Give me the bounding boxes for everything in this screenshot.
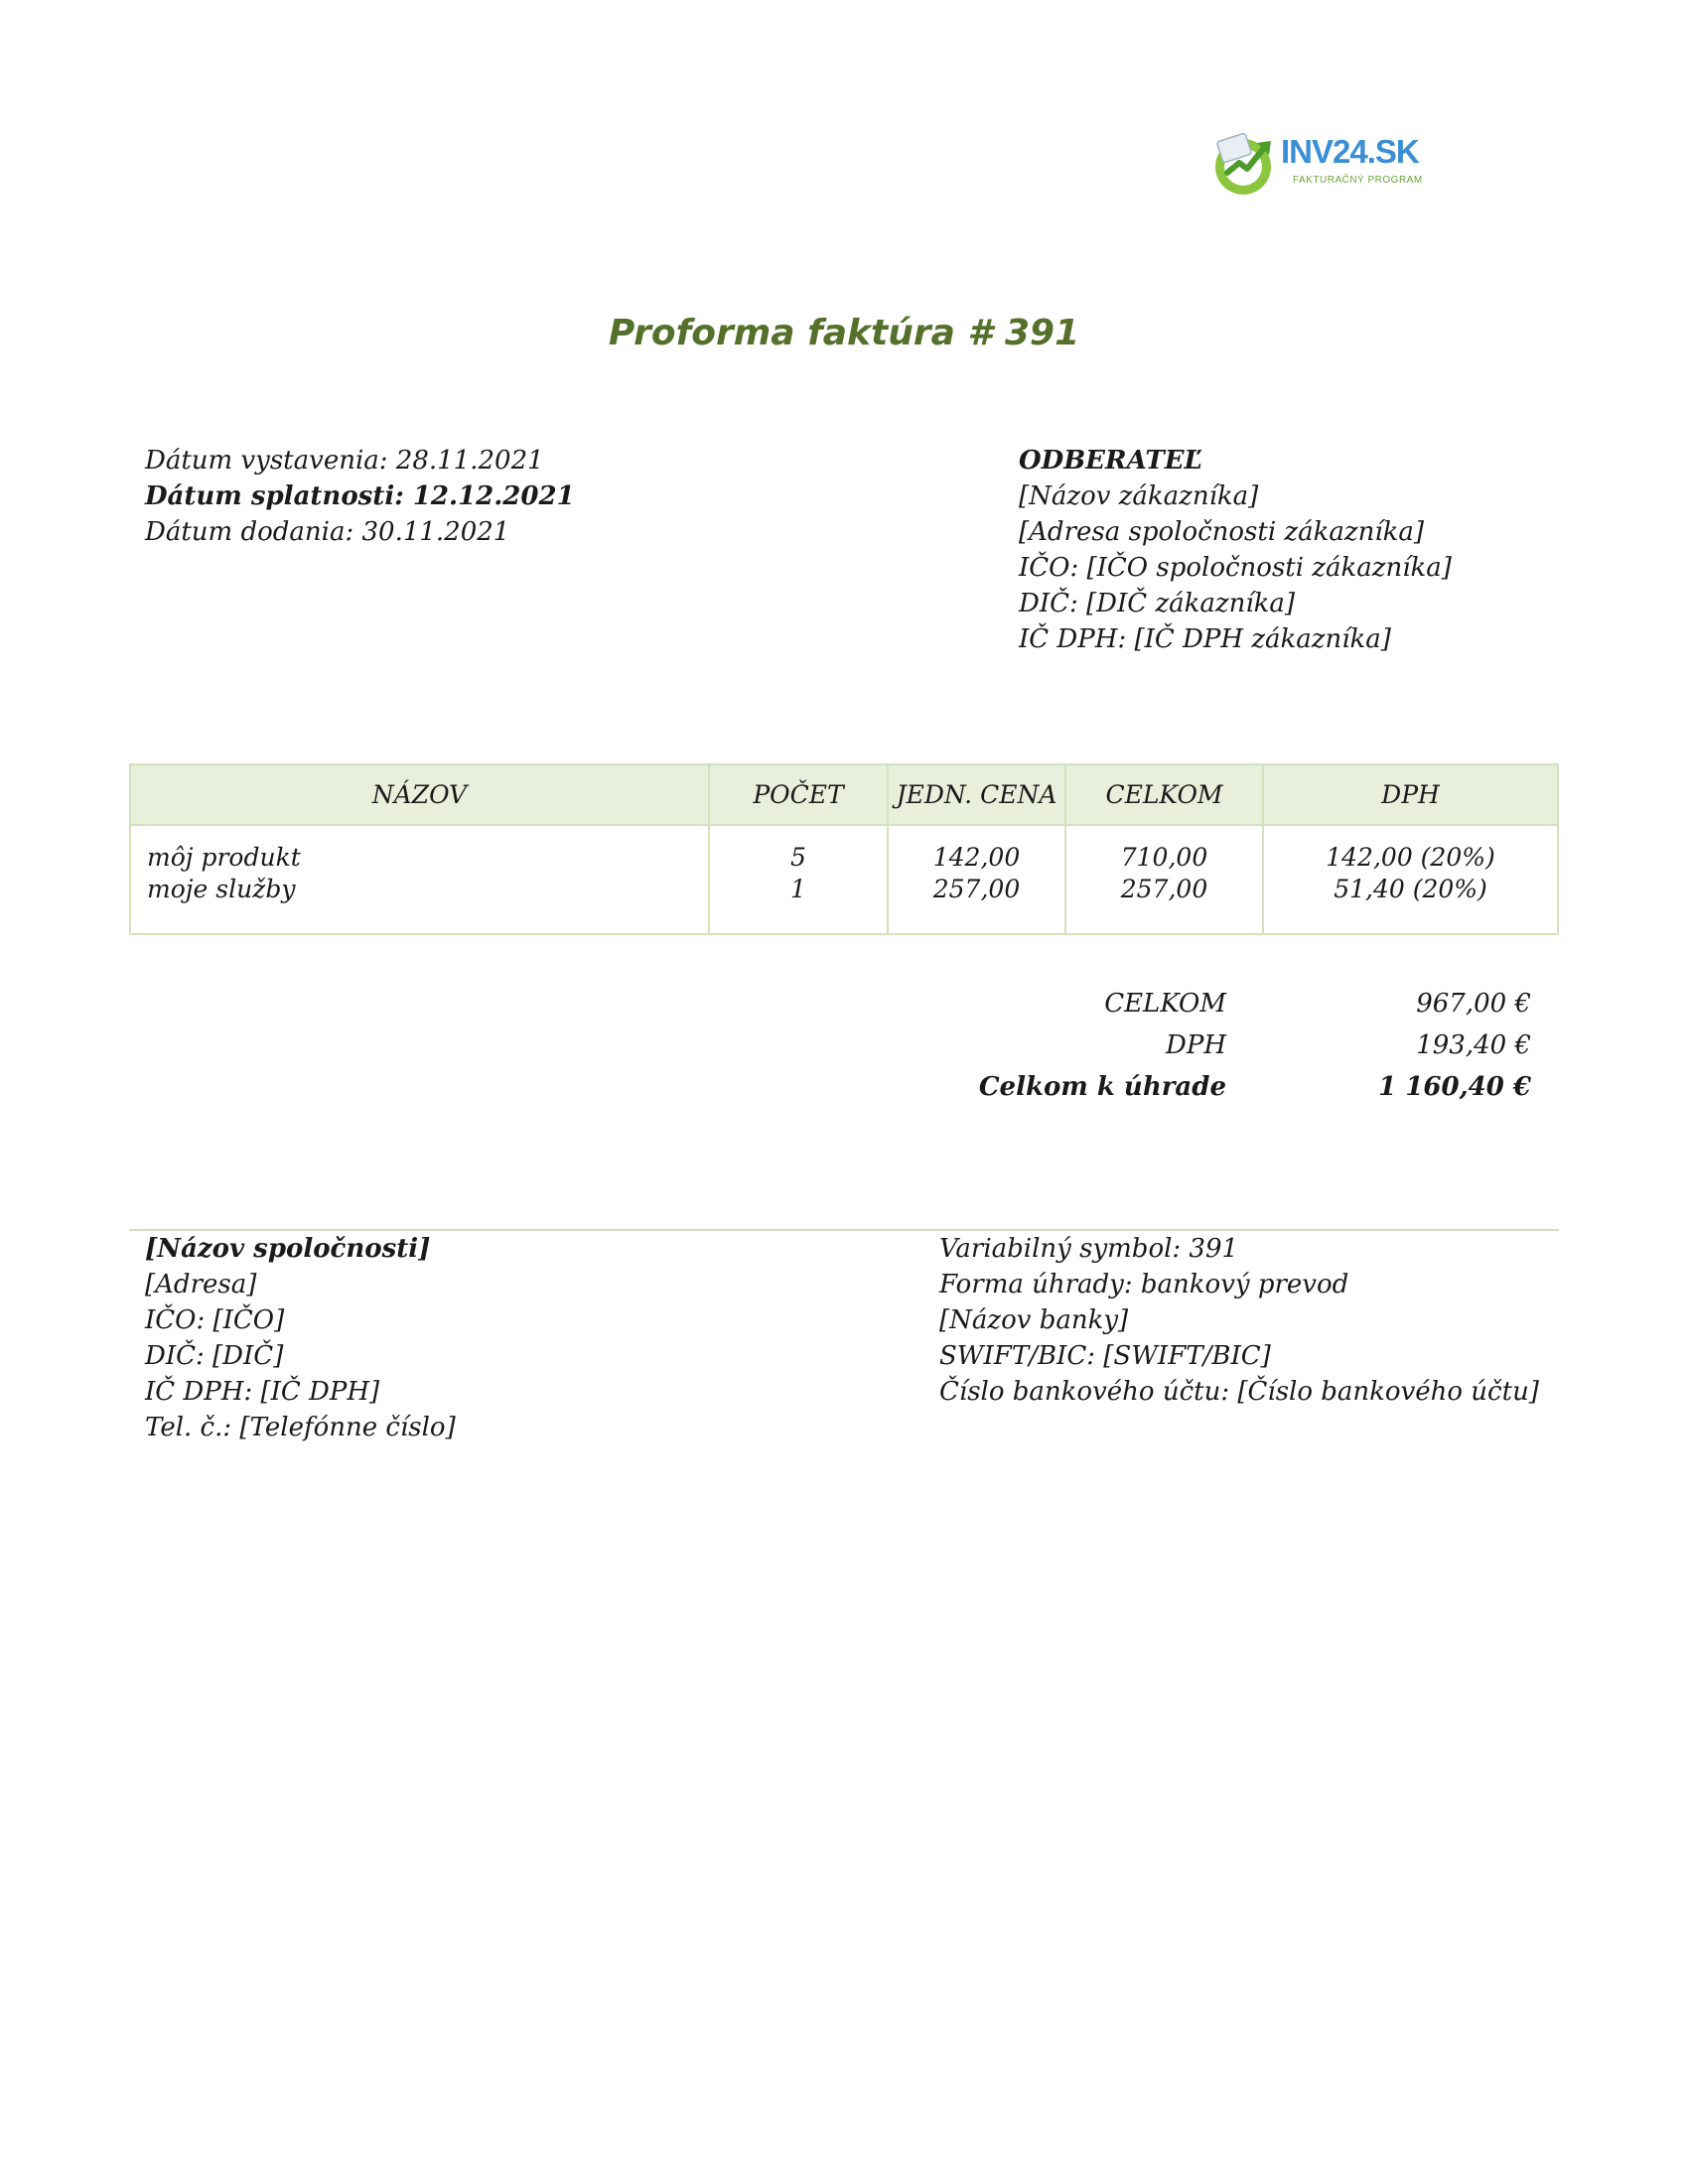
vat-value: 193,40 € — [1416, 1030, 1531, 1060]
item-total: 710,00 — [1120, 843, 1208, 872]
supplier-name: [Názov spoločnosti] — [145, 1234, 431, 1264]
payment-block — [939, 1231, 1539, 1410]
logo-icon — [1209, 129, 1279, 199]
col-header-unit-price: JEDN. CENA — [888, 764, 1065, 825]
item-vat: 51,40 (20%) — [1334, 875, 1487, 903]
subtotal-value: 967,00 € — [1416, 989, 1531, 1019]
supplier-icdph: IČ DPH: [IČ DPH] — [145, 1377, 380, 1407]
col-header-name: NÁZOV — [130, 764, 709, 825]
customer-heading: ODBERATEĽ — [1019, 446, 1202, 476]
customer-dic: DIČ: [DIČ zákazníka] — [1019, 589, 1296, 618]
items-vat — [1263, 825, 1558, 934]
logo-text: INV24.SK — [1281, 133, 1419, 170]
items-qty — [709, 825, 888, 934]
item-name: môj produkt — [147, 843, 301, 872]
customer-ico: IČO: [IČO spoločnosti zákazníka] — [1019, 553, 1452, 583]
bank-name: [Názov banky] — [939, 1305, 1129, 1335]
issue-date: Dátum vystavenia: 28.11.2021 — [145, 446, 544, 476]
invoice-title: Proforma faktúra # 391 — [608, 313, 1080, 353]
item-vat: 142,00 (20%) — [1326, 843, 1495, 872]
due-date: Dátum splatnosti: 12.12.2021 — [145, 481, 575, 511]
logo-subtitle: FAKTURAČNÝ PROGRAM — [1293, 175, 1423, 186]
payment-method: Forma úhrady: bankový prevod — [939, 1270, 1349, 1299]
bank-account: Číslo bankového účtu: [Číslo bankového účtu] — [939, 1377, 1539, 1407]
item-qty: 1 — [790, 875, 806, 903]
col-header-vat: DPH — [1263, 764, 1558, 825]
item-total: 257,00 — [1120, 875, 1208, 903]
company-logo — [1209, 129, 1423, 199]
delivery-date: Dátum dodania: 30.11.2021 — [145, 517, 510, 547]
supplier-ico: IČO: [IČO] — [145, 1305, 285, 1335]
customer-block — [1019, 443, 1452, 657]
customer-address: [Adresa spoločnosti zákazníka] — [1019, 517, 1425, 547]
customer-icdph: IČ DPH: [IČ DPH zákazníka] — [1019, 624, 1391, 654]
items-names — [130, 825, 709, 934]
swift-bic: SWIFT/BIC: [SWIFT/BIC] — [939, 1341, 1271, 1371]
totals-values — [1291, 983, 1531, 1108]
total-due-label: Celkom k úhrade — [978, 1072, 1226, 1102]
items-total — [1065, 825, 1263, 934]
total-due-value: 1 160,40 € — [1378, 1072, 1531, 1102]
variable-symbol: Variabilný symbol: 391 — [939, 1234, 1239, 1264]
subtotal-label: CELKOM — [1104, 989, 1226, 1019]
supplier-block — [145, 1231, 456, 1445]
items-unit-price — [888, 825, 1065, 934]
supplier-dic: DIČ: [DIČ] — [145, 1341, 284, 1371]
vat-label: DPH — [1165, 1030, 1226, 1060]
dates-block — [145, 443, 575, 550]
col-header-total: CELKOM — [1065, 764, 1263, 825]
table-header-row — [130, 764, 1558, 825]
item-unit-price: 257,00 — [932, 875, 1021, 903]
items-table — [129, 763, 1559, 935]
item-qty: 5 — [790, 843, 806, 872]
item-name: moje služby — [147, 875, 296, 903]
supplier-address: [Adresa] — [145, 1270, 257, 1299]
supplier-phone: Tel. č.: [Telefónne číslo] — [145, 1413, 456, 1442]
customer-name: [Názov zákazníka] — [1019, 481, 1259, 511]
col-header-qty: POČET — [709, 764, 888, 825]
table-row — [130, 825, 1558, 934]
totals-labels — [894, 983, 1226, 1108]
item-unit-price: 142,00 — [932, 843, 1021, 872]
